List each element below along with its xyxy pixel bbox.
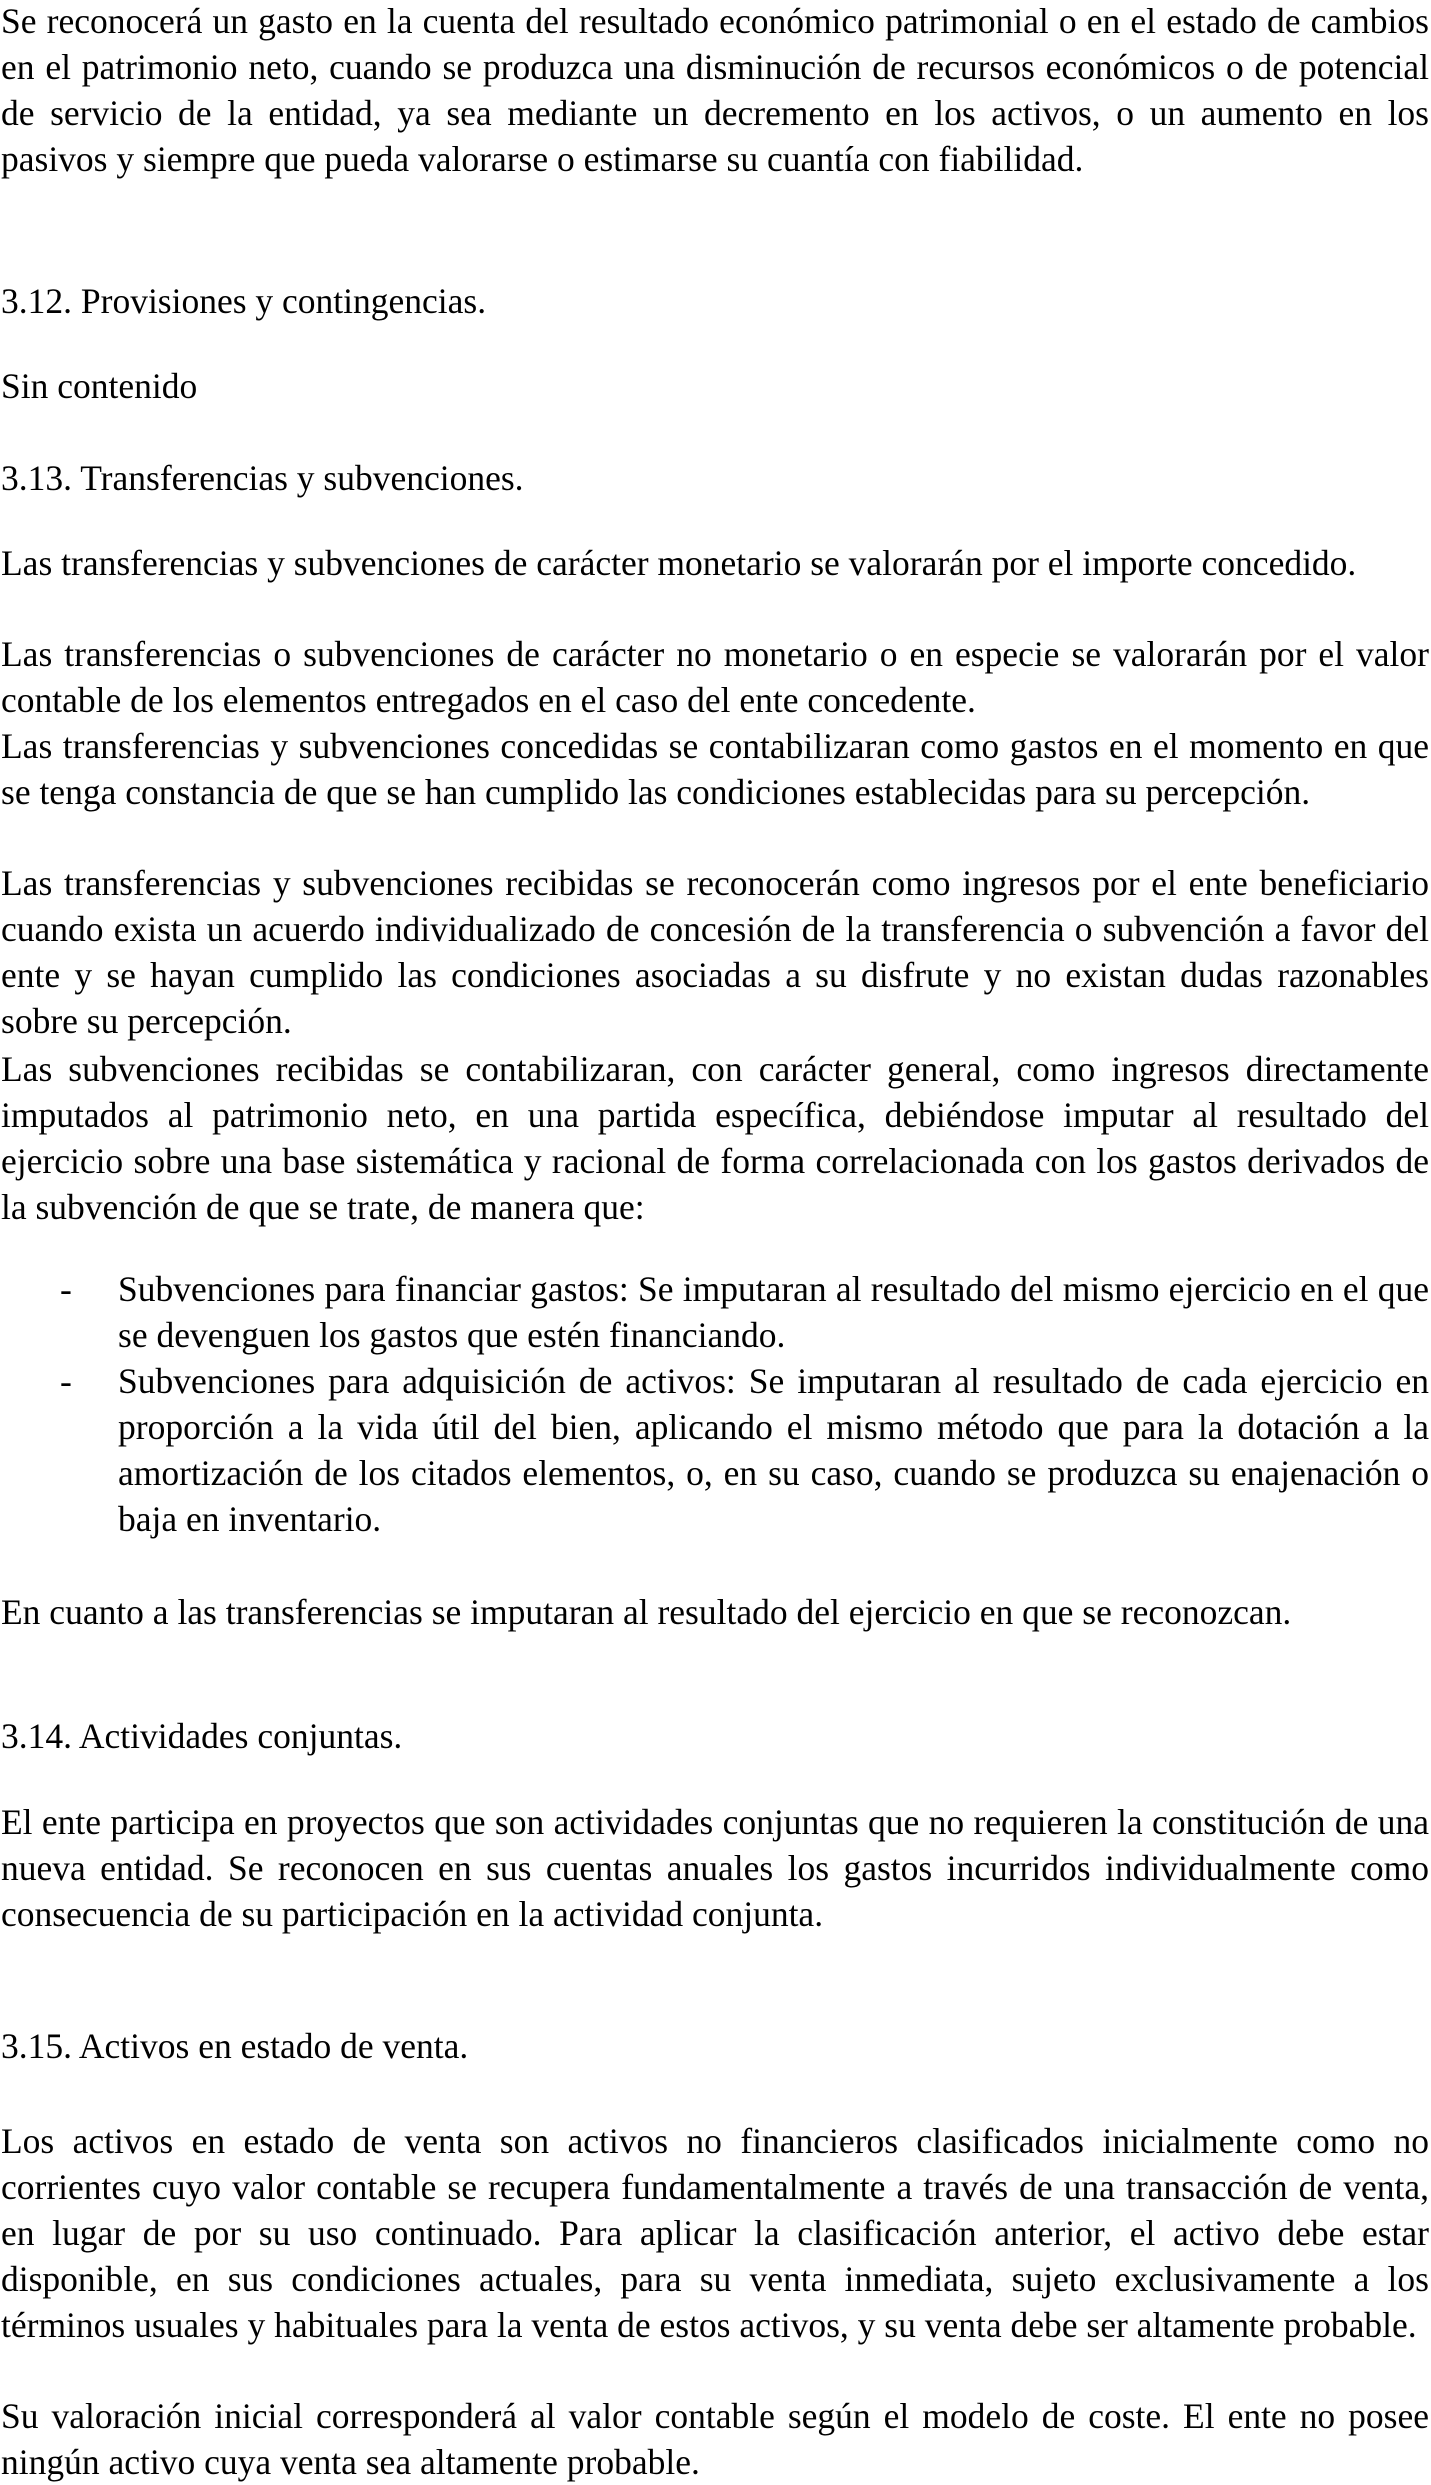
heading-3-13: 3.13. Transferencias y subvenciones. bbox=[1, 458, 524, 498]
paragraph-sin-contenido: Sin contenido bbox=[1, 366, 198, 406]
paragraph-transferencias-recibidas: Las transferencias y subvenciones recibidas se reconocerán como ingresos por el ente beneficiario cuando exista un acuerdo individualizado de concesión de la transferencia o subvención a favor del ente y se hayan cumplido las condiciones asociadas a su disfrute y no existan dudas razonables sobre su percepción. bbox=[1, 863, 1429, 1041]
paragraph-transferencias-monetarias: Las transferencias y subvenciones de carácter monetario se valorarán por el importe concedido. bbox=[1, 543, 1357, 583]
paragraph-gasto-reconocimiento: Se reconocerá un gasto en la cuenta del resultado económico patrimonial o en el estado de cambios en el patrimonio neto, cuando se produzca una disminución de recursos económicos o de potencial de servicio de la entidad, ya sea mediante un decremento en los activos, o un aumento en los pasivos y siempre que pueda valorarse o estimarse su cuantía con fiabilidad. bbox=[1, 1, 1429, 179]
paragraph-subvenciones-recibidas: Las subvenciones recibidas se contabilizaran, con carácter general, como ingresos directamente imputados al patrimonio neto, en una partida específica, debiéndose imputar al resultado del ejercicio sobre una base sistemática y racional de forma correlacionada con los gastos derivados de la subvención de que se trate, de manera que: bbox=[1, 1049, 1429, 1227]
heading-3-14: 3.14. Actividades conjuntas. bbox=[1, 1716, 403, 1756]
heading-3-15: 3.15. Activos en estado de venta. bbox=[1, 2026, 469, 2066]
list-item-adquisicion-activos: Subvenciones para adquisición de activos: Se imputaran al resultado de cada ejercicio en proporción a la vida útil del bien, aplicando el mismo método que para la dotación a la amortización de los citados elementos, o, en su caso, cuando se produzca su enajenación o baja en inventario. bbox=[118, 1361, 1429, 1539]
paragraph-transferencias-imputacion: En cuanto a las transferencias se imputaran al resultado del ejercicio en que se reconozcan. bbox=[1, 1592, 1292, 1632]
paragraph-transferencias-concedidas: Las transferencias y subvenciones concedidas se contabilizaran como gastos en el momento en que se tenga constancia de que se han cumplido las condiciones establecidas para su percepción. bbox=[1, 726, 1429, 812]
paragraph-activos-venta: Los activos en estado de venta son activos no financieros clasificados inicialmente como no corrientes cuyo valor contable se recupera fundamentalmente a través de una transacción de venta, en lugar de por su uso continuado. Para aplicar la clasificación anterior, el activo debe estar disponible, en sus condiciones actuales, para su venta inmediata, sujeto exclusivamente a los términos usuales y habituales para la venta de estos activos, y su venta debe ser altamente probable. bbox=[1, 2121, 1429, 2345]
list-item-financiar-gastos: Subvenciones para financiar gastos: Se imputaran al resultado del mismo ejercicio en el que se devenguen los gastos que estén financiando. bbox=[118, 1269, 1429, 1355]
paragraph-actividades-conjuntas: El ente participa en proyectos que son actividades conjuntas que no requieren la constitución de una nueva entidad. Se reconocen en sus cuentas anuales los gastos incurridos individualmente como consecuencia de su participación en la actividad conjunta. bbox=[1, 1802, 1429, 1934]
paragraph-valoracion-inicial: Su valoración inicial corresponderá al valor contable según el modelo de coste. El ente no posee ningún activo cuya venta sea altamente probable. bbox=[1, 2396, 1429, 2482]
list-dash: - bbox=[60, 1269, 72, 1309]
paragraph-transferencias-no-monetarias: Las transferencias o subvenciones de carácter no monetario o en especie se valorarán por el valor contable de los elementos entregados en el caso del ente concedente. bbox=[1, 634, 1429, 720]
heading-3-12: 3.12. Provisiones y contingencias. bbox=[1, 281, 487, 321]
list-dash: - bbox=[60, 1361, 72, 1401]
